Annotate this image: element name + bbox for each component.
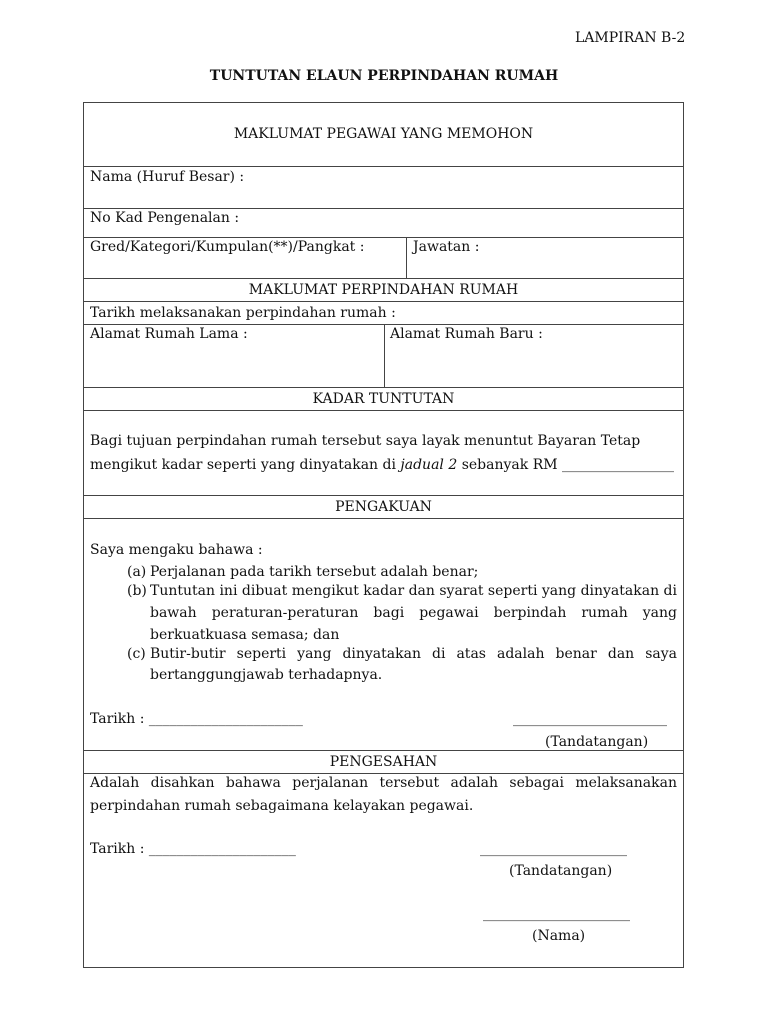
jadual-reference: jadual 2 xyxy=(400,457,458,473)
item-text: bawah peraturan-peraturan bagi pegawai berpindah rumah yang xyxy=(150,605,677,621)
rule xyxy=(83,208,684,209)
section-heading-pengakuan: PENGAKUAN xyxy=(335,499,432,515)
item-label: (c) xyxy=(127,646,146,662)
kadar-amount-blank[interactable]: sebanyak RM ________________ xyxy=(457,457,675,473)
section-heading-pengesahan: PENGESAHAN xyxy=(329,754,438,770)
rule xyxy=(83,237,684,238)
jawatan-field-label[interactable]: Jawatan : xyxy=(413,239,480,255)
tarikh-perpindahan-field-label[interactable]: Tarikh melaksanakan perpindahan rumah : xyxy=(90,305,396,321)
pengesahan-tarikh-field[interactable]: Tarikh : _____________________ xyxy=(90,841,296,857)
rule xyxy=(83,750,684,751)
rule xyxy=(83,166,684,167)
lampiran-label: LAMPIRAN B-2 xyxy=(575,30,686,46)
pengesahan-name-caption: (Nama) xyxy=(532,928,586,944)
alamat-lama-field-label[interactable]: Alamat Rumah Lama : xyxy=(90,326,248,342)
gred-field-label[interactable]: Gred/Kategori/Kumpulan(**)/Pangkat : xyxy=(90,239,365,255)
section-heading-kadar: KADAR TUNTUTAN xyxy=(312,391,455,407)
item-text: Tuntutan ini dibuat mengikut kadar dan syarat seperti yang dinyatakan di xyxy=(150,583,677,599)
pengesahan-name-line[interactable]: _____________________ xyxy=(483,906,630,922)
item-label: (b) xyxy=(127,583,147,599)
nama-field-label[interactable]: Nama (Huruf Besar) : xyxy=(90,169,245,185)
pengakuan-signature-line[interactable]: ______________________ xyxy=(513,711,667,727)
section-heading-pegawai: MAKLUMAT PEGAWAI YANG MEMOHON xyxy=(233,126,534,142)
kadar-text-line xyxy=(90,457,674,473)
column-divider xyxy=(406,237,407,278)
item-text: Perjalanan pada tarikh tersebut adalah benar; xyxy=(150,564,479,580)
rule xyxy=(83,518,684,519)
rule xyxy=(83,301,684,302)
alamat-baru-field-label[interactable]: Alamat Rumah Baru : xyxy=(390,326,543,342)
rule xyxy=(83,495,684,496)
pengesahan-text-line: Adalah disahkan bahawa perjalanan tersebut adalah sebagai melaksanakan xyxy=(90,775,677,791)
rule xyxy=(83,773,684,774)
item-label: (a) xyxy=(127,564,147,580)
item-text: Butir-butir seperti yang dinyatakan di atas adalah benar dan saya xyxy=(150,646,677,662)
rule xyxy=(83,410,684,411)
pengesahan-signature-caption: (Tandatangan) xyxy=(509,863,613,879)
form-title: TUNTUTAN ELAUN PERPINDAHAN RUMAH xyxy=(209,68,559,84)
column-divider xyxy=(384,324,385,387)
pengakuan-intro: Saya mengaku bahawa : xyxy=(90,542,263,558)
item-text: berkuatkuasa semasa; dan xyxy=(150,627,340,643)
pengakuan-signature-caption: (Tandatangan) xyxy=(545,734,649,750)
kad-pengenalan-field-label[interactable]: No Kad Pengenalan : xyxy=(90,210,240,226)
rule xyxy=(83,387,684,388)
kadar-text-line: Bagi tujuan perpindahan rumah tersebut saya layak menuntut Bayaran Tetap xyxy=(90,433,641,449)
pengakuan-tarikh-field[interactable]: Tarikh : ______________________ xyxy=(90,711,303,727)
section-heading-perpindahan: MAKLUMAT PERPINDAHAN RUMAH xyxy=(248,282,519,298)
kadar-text-pre: mengikut kadar seperti yang dinyatakan di xyxy=(90,457,401,473)
pengesahan-signature-line[interactable]: _____________________ xyxy=(480,841,627,857)
form-frame xyxy=(83,102,684,968)
pengesahan-text-line: perpindahan rumah sebagaimana kelayakan pegawai. xyxy=(90,798,474,814)
item-text: bertanggungjawab terhadapnya. xyxy=(150,667,383,683)
rule xyxy=(83,278,684,279)
